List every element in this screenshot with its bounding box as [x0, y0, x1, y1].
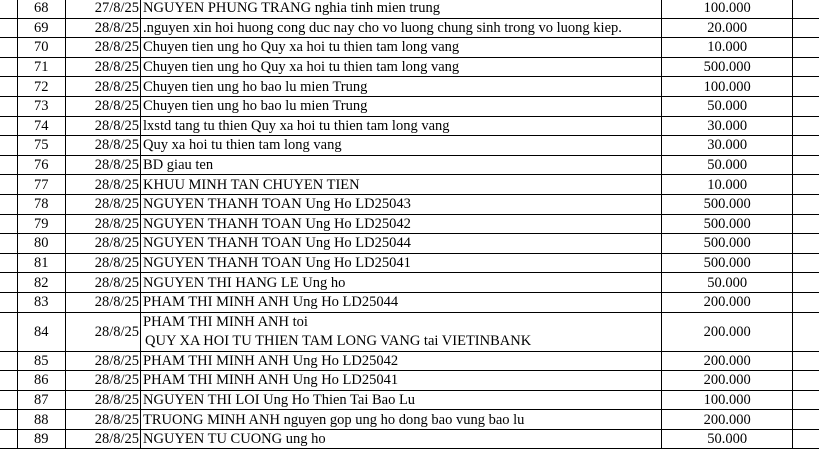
- row-date: 28/8/25: [65, 312, 140, 351]
- row-description: NGUYEN THI LOI Ung Ho Thien Tai Bao Lu: [141, 390, 662, 410]
- row-amount: 20.000: [662, 18, 793, 38]
- row-description: Chuyen tien ung ho bao lu mien Trung: [141, 77, 662, 97]
- row-amount: 10.000: [662, 175, 793, 195]
- row-number: 80: [17, 234, 65, 254]
- row-edge-cell: [0, 38, 17, 58]
- table-row: [0, 292, 819, 312]
- row-date: 28/8/25: [65, 96, 140, 116]
- row-tail-cell: [793, 38, 819, 58]
- table-row: [0, 116, 819, 136]
- row-edge-cell: [0, 429, 17, 449]
- row-amount: 100.000: [662, 390, 793, 410]
- row-edge-cell: [0, 77, 17, 97]
- row-amount: 200.000: [662, 410, 793, 430]
- row-edge-cell: [0, 175, 17, 195]
- row-description: lxstd tang tu thien Quy xa hoi tu thien tam long vang: [141, 116, 662, 136]
- row-tail-cell: [793, 234, 819, 254]
- row-tail-cell: [793, 77, 819, 97]
- row-tail-cell: [793, 429, 819, 449]
- row-tail-cell: [793, 57, 819, 77]
- row-number: 79: [17, 214, 65, 234]
- table-row: [0, 194, 819, 214]
- row-amount: 500.000: [662, 57, 793, 77]
- row-date: 28/8/25: [65, 175, 140, 195]
- row-number: 76: [17, 155, 65, 175]
- row-tail-cell: [793, 312, 819, 351]
- table-row: [0, 312, 819, 351]
- row-date: 28/8/25: [65, 351, 140, 371]
- row-edge-cell: [0, 273, 17, 293]
- row-date: 28/8/25: [65, 292, 140, 312]
- row-edge-cell: [0, 214, 17, 234]
- row-date: 28/8/25: [65, 116, 140, 136]
- row-description: KHUU MINH TAN CHUYEN TIEN: [141, 175, 662, 195]
- row-amount: 500.000: [662, 234, 793, 254]
- row-description: NGUYEN THANH TOAN Ung Ho LD25043: [141, 194, 662, 214]
- table-row: [0, 136, 819, 156]
- row-amount: 200.000: [662, 312, 793, 351]
- row-edge-cell: [0, 136, 17, 156]
- row-tail-cell: [793, 214, 819, 234]
- row-number: 71: [17, 57, 65, 77]
- row-description: NGUYEN PHUNG TRANG nghia tinh mien trung: [141, 0, 662, 18]
- row-tail-cell: [793, 273, 819, 293]
- row-number: 87: [17, 390, 65, 410]
- row-amount: 10.000: [662, 38, 793, 58]
- row-date: 28/8/25: [65, 194, 140, 214]
- row-date: 28/8/25: [65, 234, 140, 254]
- row-date: 28/8/25: [65, 77, 140, 97]
- row-description: NGUYEN THI HANG LE Ung ho: [141, 273, 662, 293]
- row-tail-cell: [793, 116, 819, 136]
- row-edge-cell: [0, 18, 17, 38]
- row-description: NGUYEN THANH TOAN Ung Ho LD25044: [141, 234, 662, 254]
- row-amount: 50.000: [662, 155, 793, 175]
- table-row: [0, 96, 819, 116]
- row-number: 74: [17, 116, 65, 136]
- row-amount: 200.000: [662, 351, 793, 371]
- row-amount: 50.000: [662, 273, 793, 293]
- row-date: 28/8/25: [65, 136, 140, 156]
- table-row: [0, 155, 819, 175]
- row-number: 89: [17, 429, 65, 449]
- row-description: NGUYEN TU CUONG ung ho: [141, 429, 662, 449]
- row-edge-cell: [0, 312, 17, 351]
- table-row: [0, 38, 819, 58]
- row-edge-cell: [0, 57, 17, 77]
- row-edge-cell: [0, 351, 17, 371]
- row-number: 85: [17, 351, 65, 371]
- row-description: NGUYEN THANH TOAN Ung Ho LD25041: [141, 253, 662, 273]
- row-number: 86: [17, 371, 65, 391]
- row-number: 81: [17, 253, 65, 273]
- row-amount: 50.000: [662, 429, 793, 449]
- table-row: [0, 0, 819, 18]
- row-tail-cell: [793, 292, 819, 312]
- row-tail-cell: [793, 390, 819, 410]
- row-number: 75: [17, 136, 65, 156]
- row-amount: 100.000: [662, 0, 793, 18]
- row-description-line: QUY XA HOI TU THIEN TAM LONG VANG tai VIETINBANK: [145, 332, 532, 349]
- row-amount: 200.000: [662, 292, 793, 312]
- table-row: [0, 351, 819, 371]
- row-tail-cell: [793, 371, 819, 391]
- row-number: 68: [17, 0, 65, 18]
- table-row: [0, 273, 819, 293]
- row-edge-cell: [0, 96, 17, 116]
- row-description: BD giau ten: [141, 155, 662, 175]
- row-edge-cell: [0, 390, 17, 410]
- row-tail-cell: [793, 0, 819, 18]
- row-tail-cell: [793, 155, 819, 175]
- row-tail-cell: [793, 253, 819, 273]
- row-date: 28/8/25: [65, 57, 140, 77]
- row-description: Chuyen tien ung ho Quy xa hoi tu thien tam long vang: [141, 57, 662, 77]
- row-tail-cell: [793, 18, 819, 38]
- table-row: [0, 429, 819, 449]
- row-number: 69: [17, 18, 65, 38]
- table-row: [0, 77, 819, 97]
- row-description: PHAM THI MINH ANH Ung Ho LD25041: [141, 371, 662, 391]
- row-amount: 500.000: [662, 194, 793, 214]
- row-date: 28/8/25: [65, 371, 140, 391]
- row-number: 72: [17, 77, 65, 97]
- table-row: [0, 371, 819, 391]
- row-description-line: PHAM THI MINH ANH toi: [143, 313, 308, 330]
- row-edge-cell: [0, 234, 17, 254]
- row-number: 88: [17, 410, 65, 430]
- row-number: 83: [17, 292, 65, 312]
- row-tail-cell: [793, 410, 819, 430]
- row-edge-cell: [0, 292, 17, 312]
- row-tail-cell: [793, 136, 819, 156]
- row-amount: 200.000: [662, 371, 793, 391]
- row-tail-cell: [793, 96, 819, 116]
- row-tail-cell: [793, 194, 819, 214]
- row-edge-cell: [0, 410, 17, 430]
- row-date: 28/8/25: [65, 18, 140, 38]
- table-row: [0, 57, 819, 77]
- row-description: Chuyen tien ung ho bao lu mien Trung: [141, 96, 662, 116]
- row-number: 70: [17, 38, 65, 58]
- row-edge-cell: [0, 116, 17, 136]
- row-date: 28/8/25: [65, 155, 140, 175]
- row-date: 28/8/25: [65, 214, 140, 234]
- row-amount: 100.000: [662, 77, 793, 97]
- row-description: .nguyen xin hoi huong cong duc nay cho vo luong chung sinh trong vo luong kiep.: [141, 18, 662, 38]
- table-row: [0, 214, 819, 234]
- row-edge-cell: [0, 253, 17, 273]
- row-number: 77: [17, 175, 65, 195]
- table-row: [0, 253, 819, 273]
- row-number: 78: [17, 194, 65, 214]
- row-date: 28/8/25: [65, 273, 140, 293]
- row-edge-cell: [0, 0, 17, 18]
- row-amount: 500.000: [662, 214, 793, 234]
- row-edge-cell: [0, 371, 17, 391]
- table-row: [0, 234, 819, 254]
- table-row: [0, 390, 819, 410]
- row-tail-cell: [793, 351, 819, 371]
- row-description: TRUONG MINH ANH nguyen gop ung ho dong bao vung bao lu: [141, 410, 662, 430]
- row-number: 73: [17, 96, 65, 116]
- row-date: 27/8/25: [65, 0, 140, 18]
- row-edge-cell: [0, 194, 17, 214]
- row-amount: 30.000: [662, 116, 793, 136]
- row-description: NGUYEN THANH TOAN Ung Ho LD25042: [141, 214, 662, 234]
- row-amount: 30.000: [662, 136, 793, 156]
- row-number: 84: [17, 312, 65, 351]
- row-amount: 500.000: [662, 253, 793, 273]
- row-date: 28/8/25: [65, 390, 140, 410]
- row-amount: 50.000: [662, 96, 793, 116]
- row-description: Chuyen tien ung ho Quy xa hoi tu thien tam long vang: [141, 38, 662, 58]
- row-description: PHAM THI MINH ANH Ung Ho LD25042: [141, 351, 662, 371]
- row-description: PHAM THI MINH ANH Ung Ho LD25044: [141, 292, 662, 312]
- table-row: [0, 175, 819, 195]
- table-row: [0, 18, 819, 38]
- row-date: 28/8/25: [65, 429, 140, 449]
- row-date: 28/8/25: [65, 253, 140, 273]
- row-date: 28/8/25: [65, 410, 140, 430]
- row-description: Quy xa hoi tu thien tam long vang: [141, 136, 662, 156]
- table-row: [0, 410, 819, 430]
- row-date: 28/8/25: [65, 38, 140, 58]
- row-tail-cell: [793, 175, 819, 195]
- row-number: 82: [17, 273, 65, 293]
- row-edge-cell: [0, 155, 17, 175]
- row-description: [141, 312, 662, 351]
